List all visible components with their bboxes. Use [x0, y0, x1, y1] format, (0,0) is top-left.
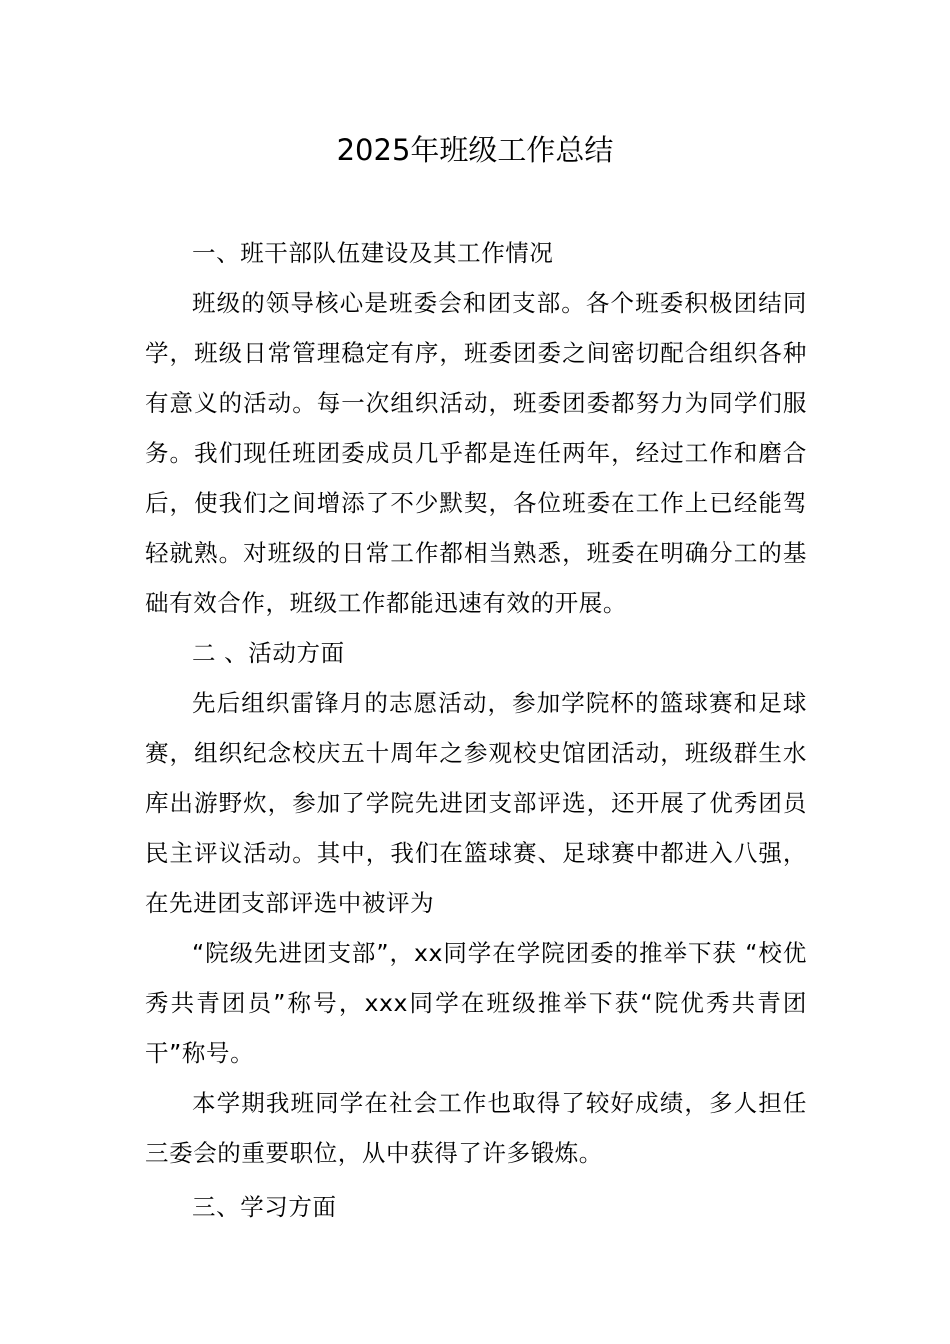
- paragraph-2: 先后组织雷锋月的志愿活动，参加学院杯的篮球赛和足球赛，组织纪念校庆五十周年之参观校史馆团活动，班级群生水库出游野炊，参加了学院先进团支部评选，还开展了优秀团员民主评议活动。其中，我们在篮球赛、足球赛中都进入八强，在先进团支部评选中被评为: [145, 689, 807, 917]
- section-heading-2: 二 、活动方面: [192, 639, 345, 667]
- paragraph-3: “院级先进团支部”，xx同学在学院团委的推举下获 “校优秀共青团员”称号，xxx同学在班级推举下获“院优秀共青团干”称号。: [145, 939, 807, 1067]
- section-heading-3: 三、学习方面: [192, 1193, 337, 1221]
- paragraph-4: 本学期我班同学在社会工作也取得了较好成绩，多人担任三委会的重要职位，从中获得了许多锻炼。: [145, 1089, 807, 1167]
- document-title: 2025年班级工作总结: [336, 133, 614, 167]
- paragraph-1: 班级的领导核心是班委会和团支部。各个班委积极团结同学，班级日常管理稳定有序，班委团委之间密切配合组织各种有意义的活动。每一次组织活动，班委团委都努力为同学们服务。我们现任班团委成员几乎都是连任两年，经过工作和磨合后，使我们之间增添了不少默契，各位班委在工作上已经能驾轻就熟。对班级的日常工作都相当熟悉，班委在明确分工的基础有效合作，班级工作都能迅速有效的开展。: [145, 289, 807, 617]
- section-heading-1: 一、班干部队伍建设及其工作情况: [192, 239, 554, 267]
- document-body: [145, 228, 807, 1232]
